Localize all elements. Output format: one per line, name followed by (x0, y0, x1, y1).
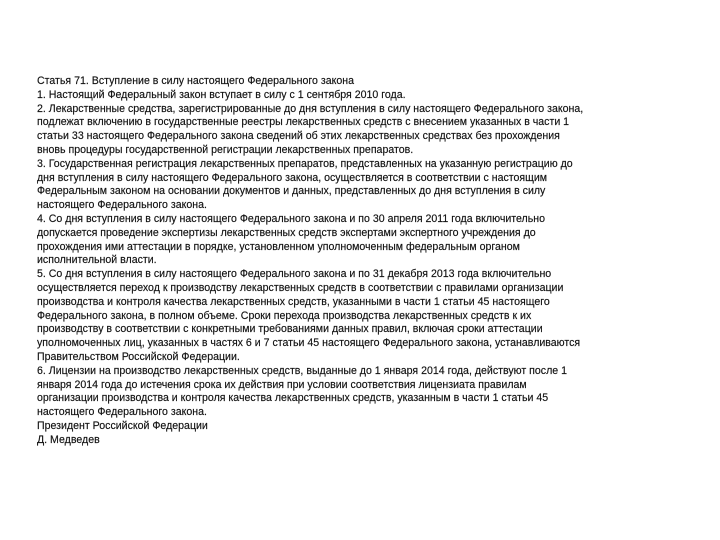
signature-title: Президент Российской Федерации (37, 419, 208, 432)
paragraph-line: вновь процедуры государственной регистрации лекарственных препаратов. (37, 143, 414, 156)
paragraph-line: статьи 33 настоящего Федерального закона сведений об этих лекарственных средствах без прохождения (37, 130, 560, 143)
paragraph-line: организации производства и контроля качества лекарственных средств, указанным в части 1 статьи 45 (37, 392, 549, 405)
paragraph-line: настоящего Федерального закона. (37, 406, 207, 419)
paragraph-3 (37, 158, 707, 213)
paragraph-line: 4. Со дня вступления в силу настоящего Федерального закона и по 30 апреля 2011 года включительно (37, 212, 545, 225)
paragraph-line: 6. Лицензии на производство лекарственных средств, выданные до 1 января 2014 года, действуют после 1 (37, 364, 568, 377)
paragraph-2 (37, 103, 707, 158)
paragraph-line: января 2014 года до истечения срока их действия при условии соответствия лицензиата правилам (37, 378, 527, 391)
paragraph-line: 2. Лекарственные средства, зарегистрированные до дня вступления в силу настоящего Федерального закона, (37, 102, 584, 115)
paragraph-line: допускается проведение экспертизы лекарственных средств экспертами экспертного учреждения до (37, 226, 536, 239)
law-document (37, 75, 707, 448)
paragraph-line: осуществляется переход к производству лекарственных средств в соответствии с правилами организации (37, 281, 564, 294)
paragraph-line: исполнительной власти. (37, 254, 157, 267)
paragraph-4 (37, 213, 707, 268)
paragraph-line: Федеральным законом на основании документов и данных, представленных до дня вступления в силу (37, 185, 546, 198)
paragraph-line: Федерального закона, в полном объеме. Сроки перехода производства лекарственных средств к их (37, 309, 532, 322)
paragraph-5 (37, 268, 707, 365)
paragraph-line: настоящего Федерального закона. (37, 199, 207, 212)
paragraph-line: дня вступления в силу настоящего Федерального закона, осуществляется в соответствии с настоящим (37, 171, 548, 184)
paragraph-line: уполномоченных лиц, указанных в частях 6 и 7 статьи 45 настоящего Федерального закона, устанавливаются (37, 337, 581, 350)
paragraph-line: подлежат включению в государственные реестры лекарственных средств с внесением указанных в части 1 (37, 116, 570, 129)
paragraph-line: производству в соответствии с конкретными требованиями данных правил, включая сроки аттестации (37, 323, 543, 336)
paragraph-6 (37, 365, 707, 420)
paragraph-line: прохождения ими аттестации в порядке, установленном уполномоченным федеральным органом (37, 240, 520, 253)
paragraph-1 (37, 89, 707, 103)
paragraph-line: 5. Со дня вступления в силу настоящего Федерального закона и по 31 декабря 2013 года включительно (37, 268, 552, 281)
paragraph-line: 3. Государственная регистрация лекарственных препаратов, представленных на указанную регистрацию до (37, 157, 573, 170)
paragraph-line: производства и контроля качества лекарственных средств, указанными в части 1 статьи 45 настоящего (37, 295, 550, 308)
paragraph-line: Правительством Российской Федерации. (37, 350, 240, 363)
article-title: Статья 71. Вступление в силу настоящего Федерального закона (37, 75, 354, 87)
paragraph-line: 1. Настоящий Федеральный закон вступает в силу с 1 сентября 2010 года. (37, 88, 406, 101)
signature-name: Д. Медведев (37, 433, 100, 446)
